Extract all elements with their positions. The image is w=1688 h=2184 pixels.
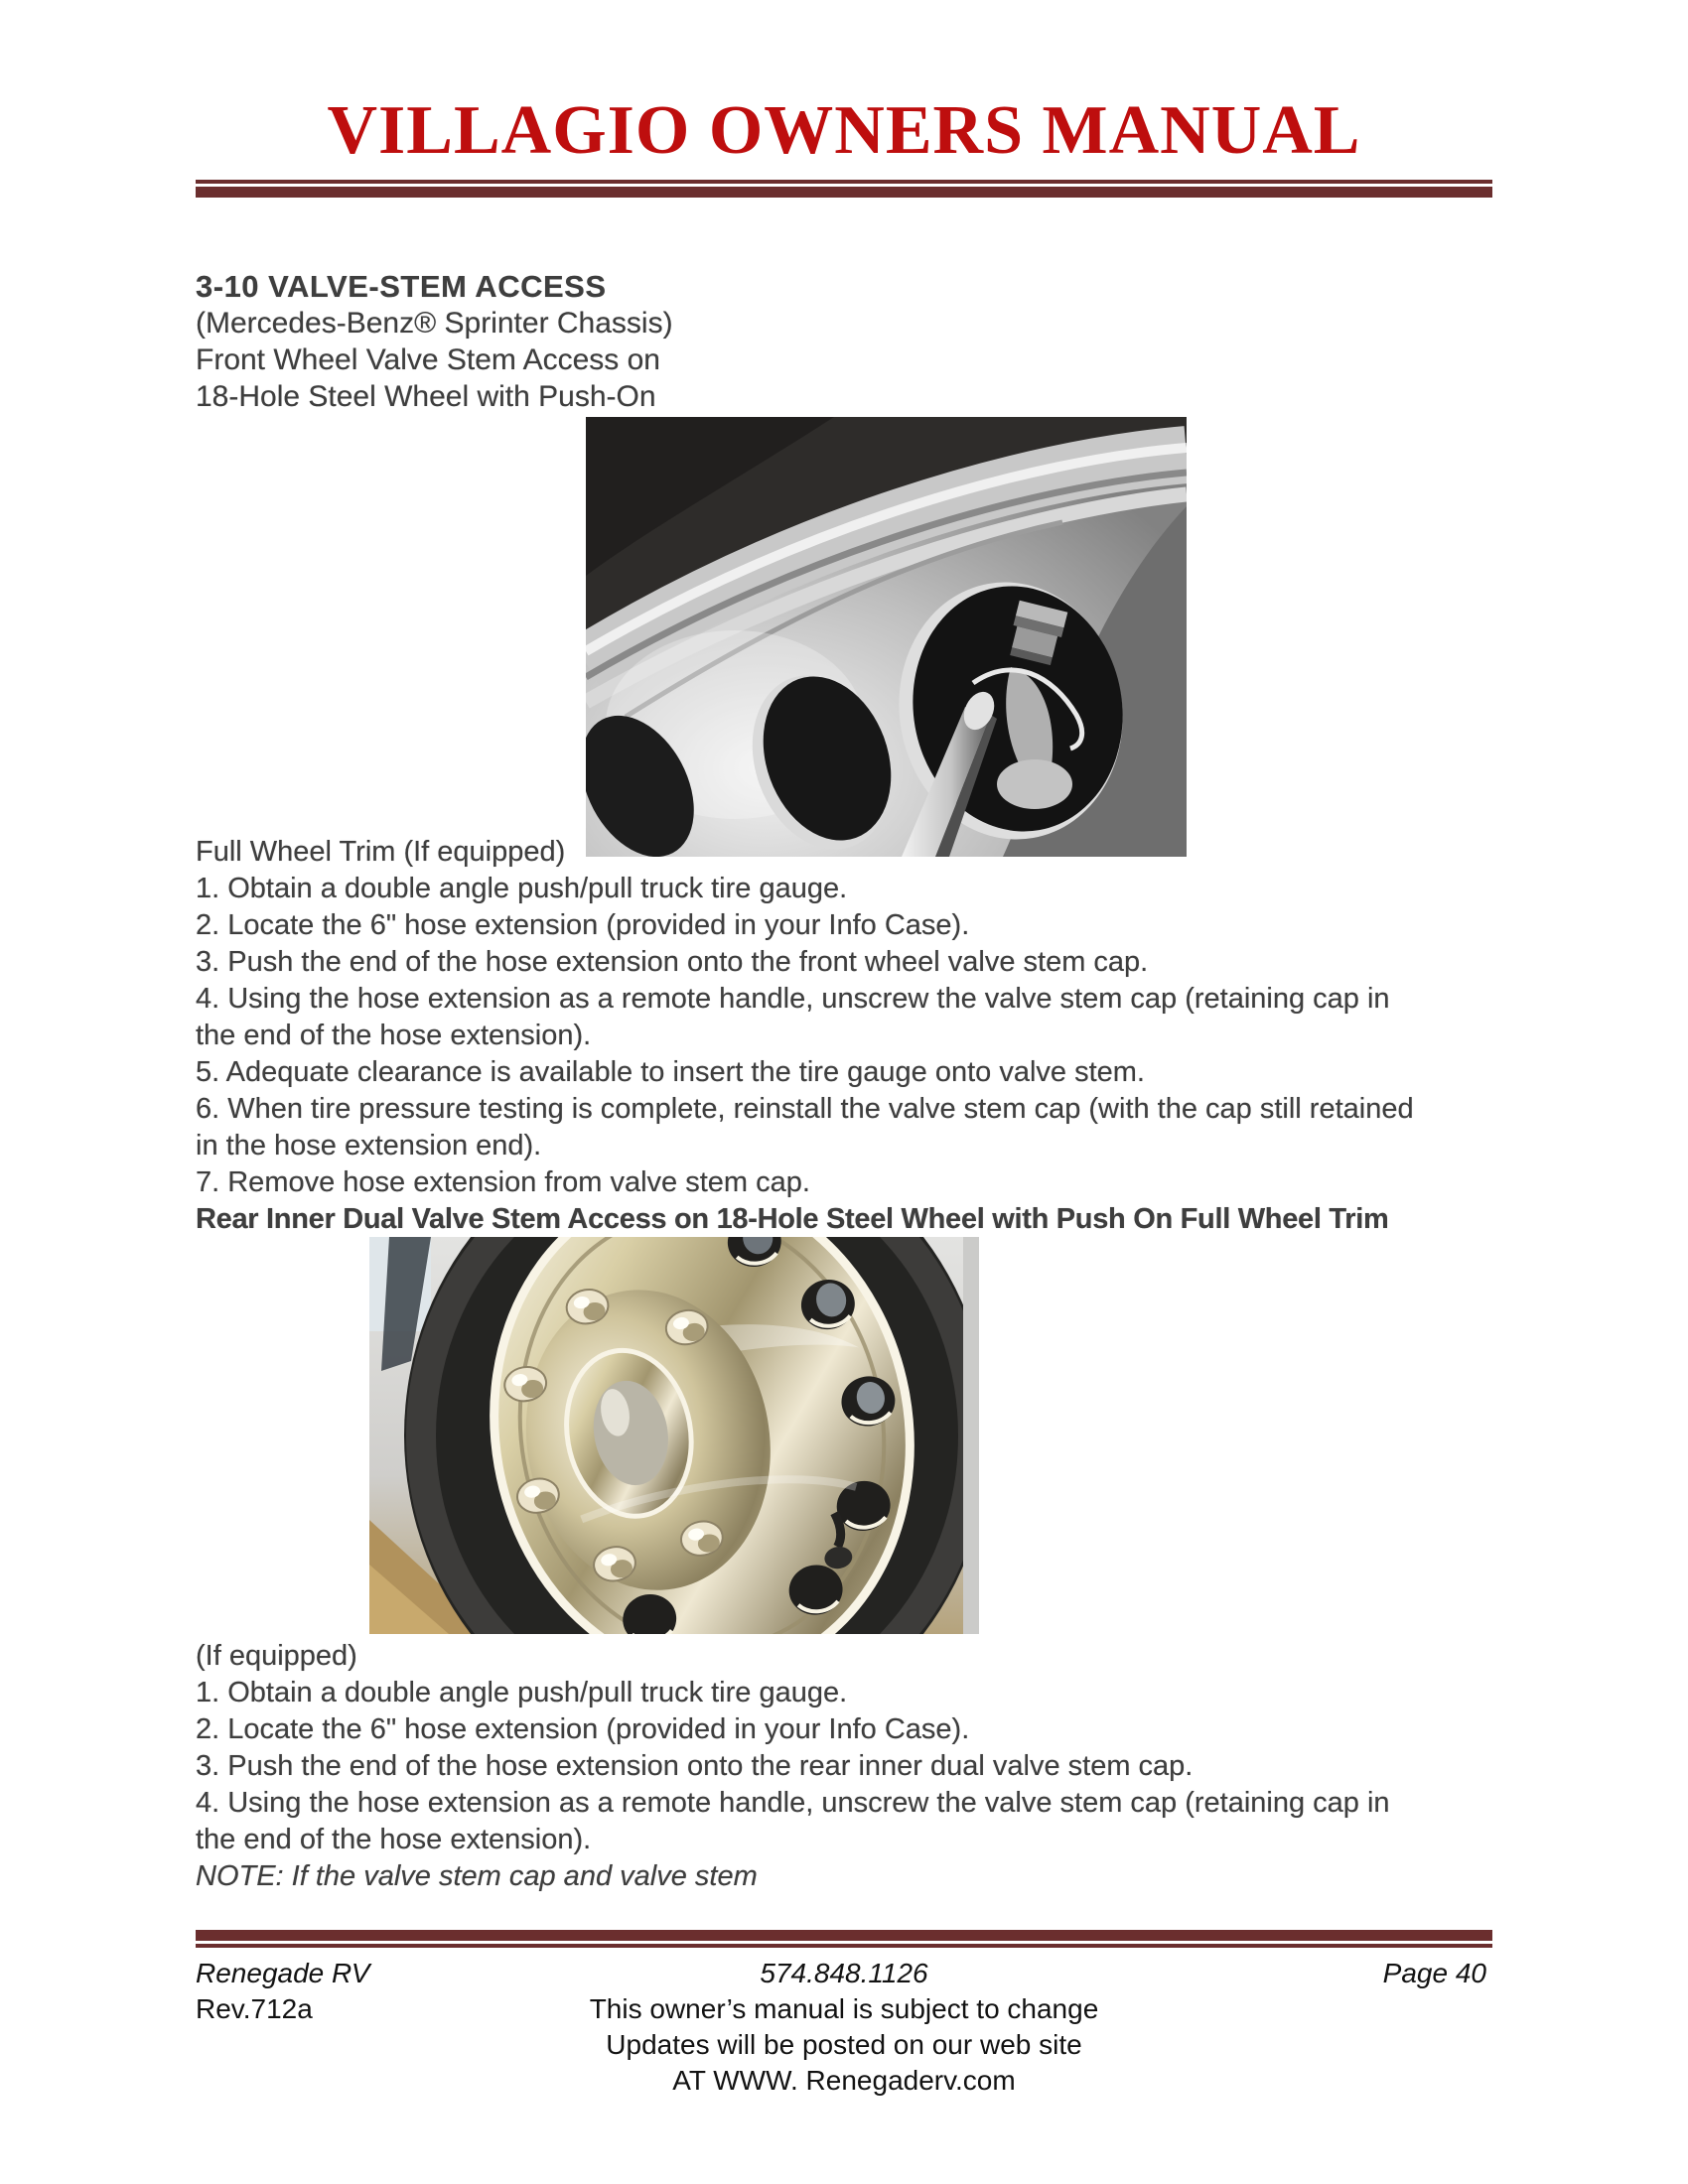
section-subtitle-line: 18-Hole Steel Wheel with Push-On <box>196 380 656 413</box>
step-line: 5. Adequate clearance is available to insert the tire gauge onto valve stem. <box>196 1056 1145 1088</box>
step-line: 2. Locate the 6" hose extension (provided in your Info Case). <box>196 909 970 941</box>
step-line: 7. Remove hose extension from valve stem cap. <box>196 1166 810 1198</box>
step-line: the end of the hose extension). <box>196 1824 592 1855</box>
step-line: 1. Obtain a double angle push/pull truck tire gauge. <box>196 873 848 904</box>
footer-notice-line: This owner’s manual is subject to change <box>589 1993 1099 2024</box>
section-subtitle-line: Front Wheel Valve Stem Access on <box>196 343 660 376</box>
section-heading-block <box>196 268 1506 415</box>
note-line: NOTE: If the valve stem cap and valve stem <box>196 1860 758 1892</box>
page-title: VILLAGIO OWNERS MANUAL <box>327 92 1361 169</box>
footer-rule-thin-line <box>196 1944 1492 1948</box>
step-line: 2. Locate the 6" hose extension (provided in your Info Case). <box>196 1713 970 1745</box>
front-wheel-steps <box>196 834 1516 1238</box>
footer-notice-line: Updates will be posted on our web site <box>606 2029 1082 2060</box>
footer-revision: Rev.712a <box>196 1993 313 2024</box>
footer-phone: 574.848.1126 <box>760 1958 928 1988</box>
front-wheel-valve-stem-photo <box>586 417 1187 857</box>
header-rule <box>196 180 1492 198</box>
photo-caption: Full Wheel Trim (If equipped) <box>196 836 566 868</box>
step-line: 3. Push the end of the hose extension onto the rear inner dual valve stem cap. <box>196 1750 1194 1782</box>
footer-company: Renegade RV <box>196 1958 370 1988</box>
photo-caption: (If equipped) <box>196 1640 357 1672</box>
section-heading: 3-10 VALVE-STEM ACCESS <box>196 269 607 304</box>
step-line: 1. Obtain a double angle push/pull truck tire gauge. <box>196 1677 848 1708</box>
step-line: in the hose extension end). <box>196 1130 542 1161</box>
rear-inner-dual-wheel-photo <box>369 1237 979 1634</box>
step-line: 3. Push the end of the hose extension onto the front wheel valve stem cap. <box>196 946 1149 978</box>
step-line: the end of the hose extension). <box>196 1020 592 1051</box>
rear-wheel-heading: Rear Inner Dual Valve Stem Access on 18-Hole Steel Wheel with Push On Full Wheel Trim <box>196 1203 1389 1235</box>
footer-page-number: Page 40 <box>1382 1958 1486 1988</box>
page-footer <box>196 1958 1492 2101</box>
section-subtitle-line: (Mercedes-Benz® Sprinter Chassis) <box>196 307 673 340</box>
step-line: 6. When tire pressure testing is complete, reinstall the valve stem cap (with the cap still retained <box>196 1093 1414 1125</box>
step-line: 4. Using the hose extension as a remote handle, unscrew the valve stem cap (retaining cap in <box>196 983 1390 1015</box>
header-rule-thick-bar <box>196 187 1492 198</box>
rear-wheel-steps <box>196 1638 1516 1895</box>
footer-rule-thick-bar <box>196 1930 1492 1941</box>
step-line: 4. Using the hose extension as a remote handle, unscrew the valve stem cap (retaining cap in <box>196 1787 1390 1819</box>
footer-rule <box>196 1930 1492 1948</box>
footer-website-line: AT WWW. Renegaderv.com <box>672 2065 1016 2096</box>
